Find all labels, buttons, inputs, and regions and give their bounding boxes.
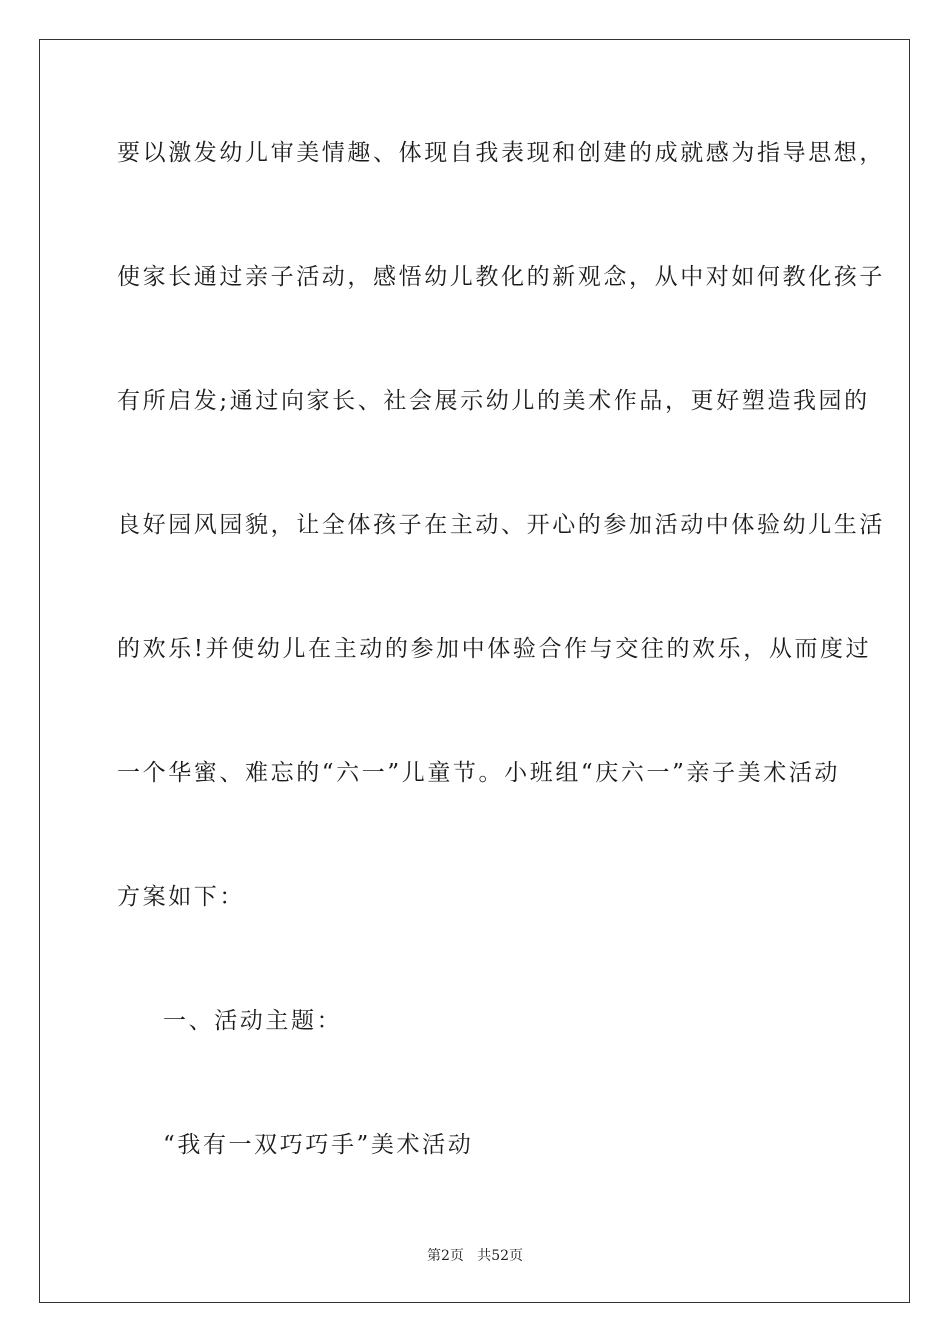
paragraph-line-5: 的欢乐!并使幼儿在主动的参加中体验合作与交往的欢乐，从而度过 [117,636,872,662]
theme-line: “我有一双巧巧手”美术活动 [163,1132,474,1158]
page-footer [0,1247,950,1265]
paragraph-line-2: 使家长通过亲子活动，感悟幼儿教化的新观念，从中对如何教化孩子 [117,264,885,290]
paragraph-line-4: 良好园风园貌，让全体孩子在主动、开心的参加活动中体验幼儿生活 [117,512,885,538]
page-number-label: 第2页 共52页 [426,1248,524,1264]
section-heading: 一、活动主题： [163,1008,343,1034]
page-border [39,39,910,1303]
paragraph-line-7: 方案如下： [117,884,245,910]
paragraph-line-1: 要以激发幼儿审美情趣、体现自我表现和创建的成就感为指导思想， [117,140,885,166]
paragraph-line-6: 一个华蜜、难忘的“六一”儿童节。小班组“庆六一”亲子美术活动 [117,760,841,786]
paragraph-line-3: 有所启发;通过向家长、社会展示幼儿的美术作品，更好塑造我园的 [117,388,870,414]
